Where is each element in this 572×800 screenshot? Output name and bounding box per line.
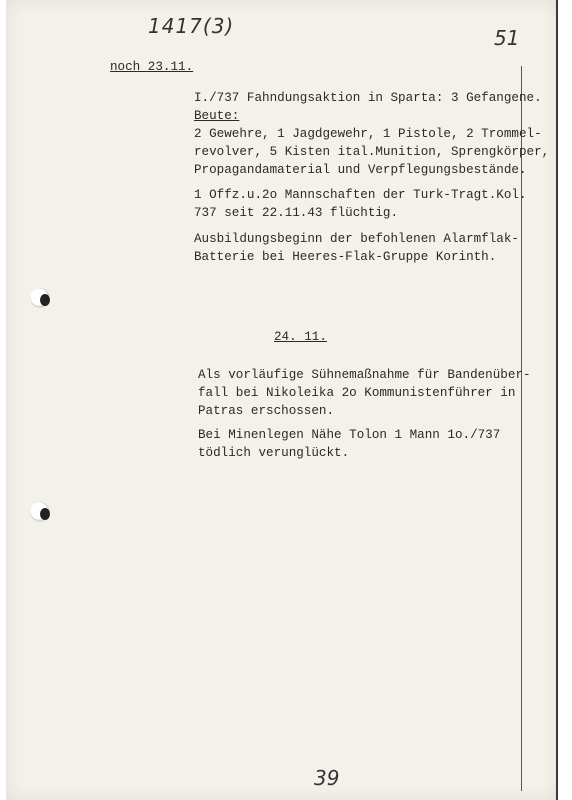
entry-1-line-1: I./737 Fahndungsaktion in Sparta: 3 Gefangene. [194, 91, 542, 105]
entry-2-line-3: Patras erschossen. [198, 404, 335, 418]
entry-2-line-2: fall bei Nikoleika 2o Kommunistenführer in [198, 386, 516, 400]
entry-1-line-6: 1 Offz.u.2o Mannschaften der Turk-Tragt.Kol. [194, 188, 527, 202]
entry-1-line-8: Ausbildungsbeginn der befohlenen Alarmflak- [194, 232, 519, 246]
entry-2-line-1: Als vorläufige Sühnemaßnahme für Bandenüber- [198, 368, 531, 382]
entry-2-line-5: tödlich verunglückt. [198, 446, 350, 460]
archive-handwritten-number: 1417(3) [148, 14, 235, 38]
entry-1-line-5: Propagandamaterial und Verpflegungsbestände. [194, 163, 527, 177]
document-page [6, 0, 558, 800]
entry-2-line-4: Bei Minenlegen Nähe Tolon 1 Mann 1o./737 [198, 428, 501, 442]
date-heading-1: noch 23.11. [110, 60, 194, 74]
entry-1-beute-label: Beute: [194, 109, 240, 123]
entry-1-line-9: Batterie bei Heeres-Flak-Gruppe Korinth. [194, 250, 497, 264]
punch-hole-top [30, 288, 50, 308]
page-footer-number: 39 [314, 766, 340, 790]
page-edge [556, 0, 558, 800]
entry-1-line-7: 737 seit 22.11.43 flüchtig. [194, 206, 399, 220]
punch-hole-bottom [30, 502, 50, 522]
entry-1-line-4: revolver, 5 Kisten ital.Munition, Sprengkörper, [194, 145, 550, 159]
entry-1-line-3: 2 Gewehre, 1 Jagdgewehr, 1 Pistole, 2 Trommel- [194, 127, 542, 141]
page-handwritten-number: 51 [494, 26, 520, 50]
date-heading-2: 24. 11. [274, 330, 327, 344]
